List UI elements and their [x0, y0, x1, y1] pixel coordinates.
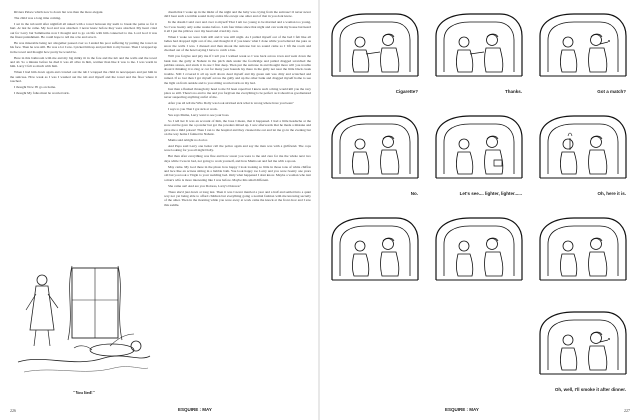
left-page — [0, 0, 318, 420]
page-number-left: 226 — [10, 408, 16, 413]
paragraph: dream that I woke up in the midst of the night and the baby was crying from the suitcase! O never never did I hear such a terrible sound in my entire life except one other and of that in you dont know. — [164, 10, 311, 19]
panel-caption: Thanks. — [504, 89, 522, 94]
car-interior-drawing — [430, 108, 528, 190]
paragraph: The child was a long time coming. — [14, 15, 61, 20]
cartoon-panel — [326, 210, 424, 306]
running-footer-left: ESQUIRE : MAY — [178, 407, 212, 412]
paragraph: Will you forgive and pity me if I tell you I walked weak so I was back across town and went down the bank into the gully at Nahant in the pitch dark under the footbridge and pulled dragged scratched the pebbles stones, and stuck it in one I first deep. Then put the suitcase in and thought more will you trouble about it thinking it to ring or cut for many year hounds lay there in the gully not near the little black creek trouble. Still I covered it all up well above dead myself and my green suit was dirty and scratched and ruined. If so lost then I got myself across the gully and up the other bank and dragged myself home to see the light on from outside and to you sitting worried sick on my bed. — [164, 54, 311, 85]
panel-caption: Oh, here it is. — [597, 191, 626, 196]
cartoon-panel — [534, 210, 632, 306]
car-interior-drawing — [430, 6, 528, 88]
paragraph: But then after everything was fine and how sweet you were to me and cure for me the whole next two days while I was in bed, not going to work yourself, and how Mama sat and fed me with a spoon. — [164, 154, 311, 163]
cartoon-panel — [534, 108, 632, 204]
cartoon-panel — [430, 108, 528, 204]
paragraph: I thought Now I'll go on home. — [14, 85, 56, 90]
paragraph: And Papa said Larry one better call the police again and say the man was with a girlfriend. The cops were looking for you all night Dolly. — [164, 143, 311, 153]
paragraph: There she'd just down at long last. Then it was I never married a year and a half and settled into a quiet way not yet being able to afford children but everything going a normal fashion with me knowing secretly of the other. Then in the morning while you were away at work came the knock at the front door and I saw this saddle. — [164, 189, 311, 207]
right-page — [320, 0, 638, 420]
paragraph: Riviera Palace which now is down but was then the more elegant. — [14, 10, 104, 14]
cartoon-panel — [430, 6, 528, 102]
story-illustration — [14, 250, 154, 390]
illustration-caption: "You lied!" — [72, 390, 96, 395]
page-number-right: 227 — [624, 408, 630, 413]
car-interior-drawing — [534, 6, 632, 88]
cartoon-panel — [326, 108, 424, 204]
paragraph: When I had him down again and crawled out the tub I wrapped the child in newspapers and put him in the suitcase. How weak as I was I washed out the tub and myself and the towel and the floor where it touched. — [10, 70, 157, 84]
car-interior-drawing — [534, 210, 632, 292]
paragraph: He was miserable being not altogether passed over so I ended his poor suffering by putting the towel on his face. Then he was still. He was a lot I saw. I picked him up and put him to my breast. Then I wrapped up in the towel and thought how pretty he would be. — [10, 40, 157, 54]
cartoon-panel — [326, 6, 424, 102]
paragraph: I thought My folks must be worried sick. — [14, 91, 70, 95]
cartoon-panel — [534, 6, 632, 102]
car-interior-drawing — [326, 108, 424, 190]
paragraph: When I woke we were both still and it was still night. As I pulled myself out of the bed I felt like all ladies had dropped right out of me, and thought O if you knew what I done while you believed me pure as snow the walls I was. I dressed and then shook the suitcase but no sound came so I lift the room and checked out of the hotel saying I have to catch a bus. — [164, 35, 311, 53]
paragraph: May came. My God there in the photo how happy I look looking so little in those tons of white chiffon and lace like an actress sitting in a bubble bath. You look happy too Larry and you were twenty one years old but you took a Virgin to your wedding bed. Only what happened I dont know. Maybe a woman who isnt a man's wife is more interesting like I was before. Maybe this small different. — [164, 164, 311, 182]
cartoon-panel — [534, 304, 632, 400]
panel-caption: No. — [410, 191, 418, 196]
story-column-2 — [164, 10, 311, 398]
paragraph: After you all tell me Who Dolly was look stricked sick what is wrong where have you been? — [168, 101, 294, 106]
panel-caption: Oh, well, I'll smoke it after dinner. — [554, 387, 626, 392]
paragraph: I says to you That I got sick at work. — [168, 107, 218, 112]
panel-caption: Cigarette? — [395, 89, 418, 94]
paragraph: In the dream I said over and over to myself That I am too young to be married and a woman too young. So I was twenty only some weeks before. I am four times since that night and can walk my house but heard it all I put the pillows over my head and cried my own. — [164, 20, 311, 34]
cartoon-panel — [430, 210, 528, 306]
car-interior-drawing — [326, 210, 424, 292]
paragraph: Mama said Alright no doctor. — [168, 138, 208, 143]
story-column-1 — [10, 10, 157, 246]
paragraph: Yes says Mama, Larry went to see your boss. — [168, 113, 230, 118]
paragraph: Just then a flushed through my head to me I'd been raped but I knew such a thing would kill you the very place so still. There's no end to me and you forgiven me everything is be perfect as it should as goodnatured never suspecting anything awful of me. — [164, 86, 311, 100]
paragraph: So I tell her It was an account of him, the boss I mean, that it happened. I had a little headache at the store and he gave me a powder but got the powders mixed up. I saw afterwards that he made a mistake and gave me a mild poison! Then I ran to the hospital and they cleaned me out and let me go in the evening but on the way home I fainted in Nahant. — [164, 118, 311, 137]
paragraph: I sat in the tub until after nightfall all naked with a towel between my teeth to break the pains so far it hurt. At last he came. My God and was attached. I never knew before they were attached. My heart cried out for Larry but Sammsome now I thought and to go on life with him connected to me. Lord God it was the finest punishment. He could hope to tell me a lie and save it. — [10, 21, 157, 40]
paragraph: Here in this bathroom with me and my big milky tit in the fore and the tub and the walls and the towel and all. So a minute before he died it was all alive in him, warmer than like it was to me. I was warm in him. Larry I felt so much with him. — [10, 55, 157, 69]
car-interior-drawing — [326, 6, 424, 88]
car-interior-drawing — [534, 304, 632, 386]
car-interior-drawing — [430, 210, 528, 292]
panel-caption: Let's see.... lighter, lighter...... — [459, 191, 522, 196]
car-interior-drawing — [534, 108, 632, 190]
paragraph: She came out! And are you Dolores, Larry's Dolores? — [168, 183, 241, 188]
running-footer-right: ESQUIRE : MAY — [445, 407, 479, 412]
panel-caption: Got a match? — [597, 89, 626, 94]
